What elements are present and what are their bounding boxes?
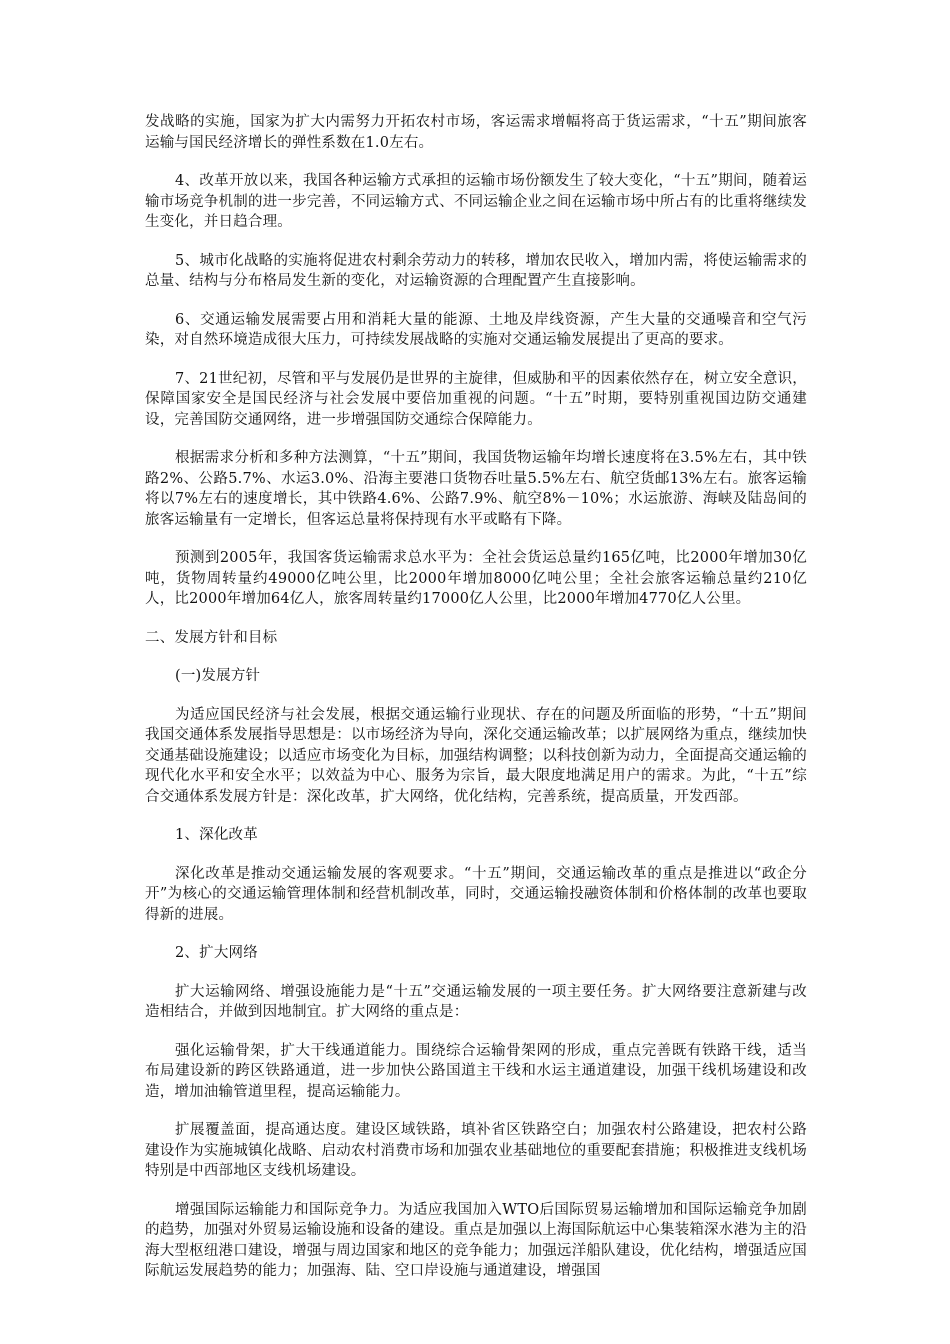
paragraph-2005-forecast: 预测到2005年，我国客货运输需求总水平为：全社会货运总量约165亿吨，比2000年增加30亿吨，货物周转量约49000亿吨公里，比2000年增加8000亿吨公里；全社会旅客运输总量约210亿人，比2000年增加64亿人，旅客周转量约17000亿人公里，比2000年增加4770亿人公里。 bbox=[145, 550, 807, 607]
item-heading-expand-network: 2、扩大网络 bbox=[175, 945, 258, 961]
subsection-heading-policy: (一)发展方针 bbox=[175, 668, 261, 684]
paragraph-strengthen-backbone: 强化运输骨架，扩大干线通道能力。围绕综合运输骨架网的形成，重点完善既有铁路干线，适当布局建设新的跨区铁路通道，进一步加快公路国道主干线和水运主通道建设，加强干线机场建设和改造，增加油输管道里程，提高运输能力。 bbox=[145, 1042, 807, 1100]
paragraph-guiding-thought: 为适应国民经济与社会发展，根据交通运输行业现状、存在的问题及所面临的形势，“十五”期间我国交通体系发展指导思想是：以市场经济为导向，深化交通运输改革；以扩展网络为重点，继续加快交通基础设施建设；以适应市场变化为目标，加强结构调整；以科技创新为动力，全面提高交通运输的现代化水平和安全水平；以效益为中心、服务为宗旨，最大限度地满足用户的需求。为此，“十五”综合交通体系发展方针是：深化改革，扩大网络，优化结构，完善系统，提高质量，开发西部。 bbox=[145, 706, 807, 805]
document-page bbox=[145, 112, 807, 1282]
paragraph-point-6: 6、交通运输发展需要占用和消耗大量的能源、土地及岸线资源，产生大量的交通噪音和空气污染，对自然环境造成很大压力，可持续发展战略的实施对交通运输发展提出了更高的要求。 bbox=[145, 311, 807, 348]
paragraph-expand-network: 扩大运输网络、增强设施能力是“十五”交通运输发展的一项主要任务。扩大网络要注意新建与改造相结合，并做到因地制宜。扩大网络的重点是： bbox=[145, 983, 807, 1020]
paragraph-elasticity: 发战略的实施，国家为扩大内需努力开拓农村市场，客运需求增幅将高于货运需求，“十五”期间旅客运输与国民经济增长的弹性系数在1.0左右。 bbox=[145, 114, 807, 151]
paragraph-deepen-reform: 深化改革是推动交通运输发展的客观要求。“十五”期间，交通运输改革的重点是推进以“政企分开”为核心的交通运输管理体制和经营机制改革，同时，交通运输投融资体制和价格体制的改革也要取得新的进展。 bbox=[145, 865, 807, 923]
paragraph-point-5: 5、城市化战略的实施将促进农村剩余劳动力的转移，增加农民收入，增加内需，将使运输需求的总量、结构与分布格局发生新的变化，对运输资源的合理配置产生直接影响。 bbox=[145, 252, 807, 289]
paragraph-international-capacity: 增强国际运输能力和国际竞争力。为适应我国加入WTO后国际贸易运输增加和国际运输竞争加剧的趋势，加强对外贸易运输设施和设备的建设。重点是加强以上海国际航运中心集装箱深水港为主的沿海大型枢纽港口建设，增强与周边国家和地区的竞争能力；加强远洋船队建设，优化结构，增强适应国际航运发展趋势的能力；加强海、陆、空口岸设施与通道建设，增强国 bbox=[145, 1201, 807, 1279]
paragraph-expand-coverage: 扩展覆盖面，提高通达度。建设区域铁路，填补省区铁路空白；加强农村公路建设，把农村公路建设作为实施城镇化战略、启动农村消费市场和加强农业基础地位的重要配套措施；积极推进支线机场特别是中西部地区支线机场建设。 bbox=[145, 1122, 807, 1179]
item-heading-deepen-reform: 1、深化改革 bbox=[175, 827, 258, 843]
paragraph-point-4: 4、改革开放以来，我国各种运输方式承担的运输市场份额发生了较大变化，“十五”期间，随着运输市场竞争机制的进一步完善，不同运输方式、不同运输企业之间在运输市场中所占有的比重将继续发生变化，并日趋合理。 bbox=[145, 173, 807, 230]
section-heading-2: 二、发展方针和目标 bbox=[145, 629, 278, 646]
paragraph-point-7: 7、21世纪初，尽管和平与发展仍是世界的主旋律，但威胁和平的因素依然存在，树立安全意识，保障国家安全是国民经济与社会发展中要倍加重视的问题。“十五”时期，要特别重视国边防交通建设，完善国防交通网络，进一步增强国防交通综合保障能力。 bbox=[145, 370, 807, 428]
paragraph-growth-forecast: 根据需求分析和多种方法测算，“十五”期间，我国货物运输年均增长速度将在3.5%左右，其中铁路2%、公路5.7%、水运3.0%、沿海主要港口货物吞吐量5.5%左右、航空货邮13%左右。旅客运输将以7%左右的速度增长，其中铁路4.6%、公路7.9%、航空8%－10%；水运旅游、海峡及陆岛间的旅客运输量有一定增长，但客运总量将保持现有水平或略有下降。 bbox=[145, 450, 807, 528]
